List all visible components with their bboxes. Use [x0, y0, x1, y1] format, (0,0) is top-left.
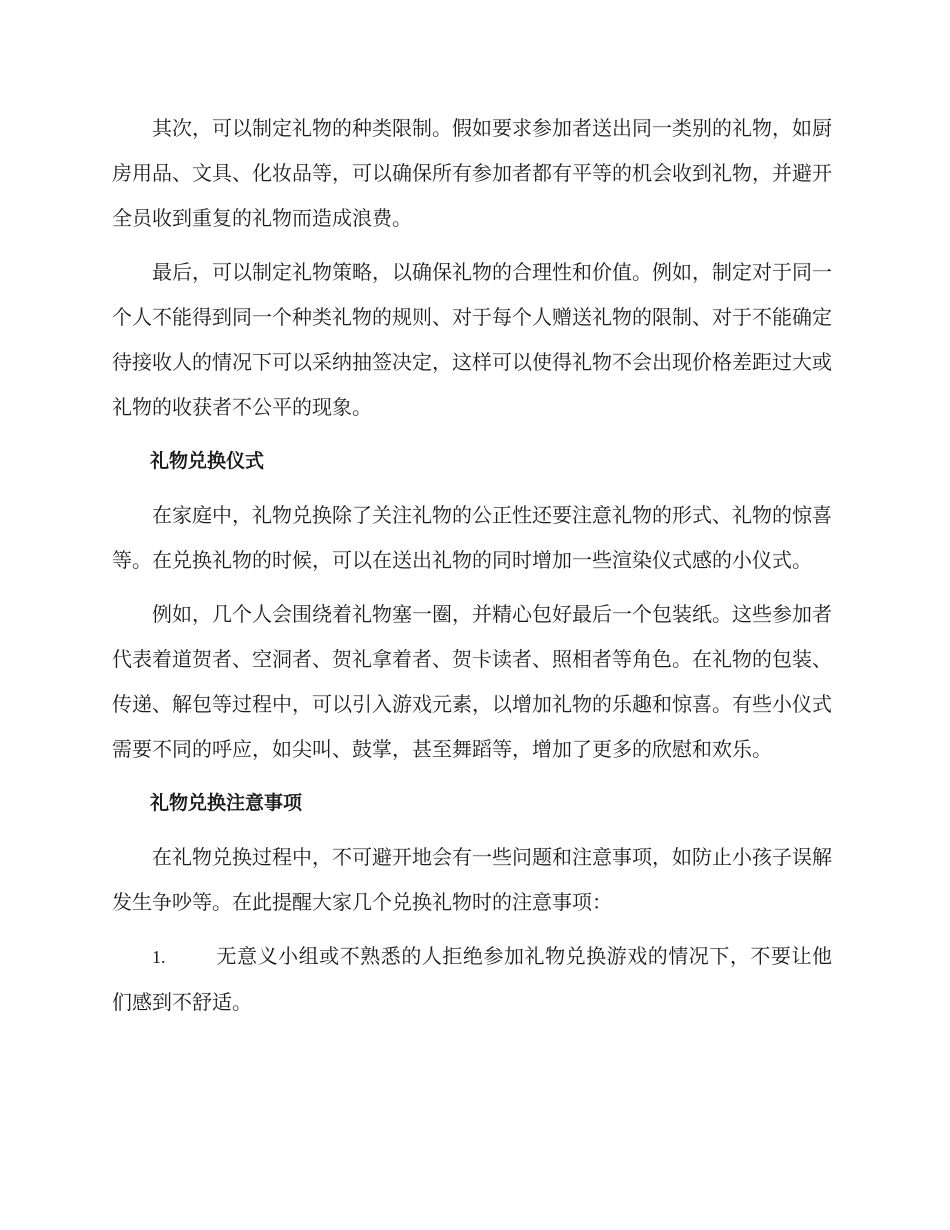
list-item-number: 1.	[152, 947, 166, 967]
paragraph-ceremony-example: 例如，几个人会围绕着礼物塞一圈，并精心包好最后一个包装纸。这些参加者代表着道贺者、空洞者、贺礼拿着者、贺卡读者、照相者等角色。在礼物的包装、传递、解包等过程中，可以引入游戏元素，以增加礼物的乐趣和惊喜。有些小仪式需要不同的呼应，如尖叫、鼓掌，甚至舞蹈等，增加了更多的欣慰和欢乐。	[112, 602, 832, 761]
section-heading-exchange-ceremony: 礼物兑换仪式	[150, 450, 265, 472]
paragraph-ceremony-intro: 在家庭中，礼物兑换除了关注礼物的公正性还要注意礼物的形式、礼物的惊喜等。在兑换礼物的时候，可以在送出礼物的同时增加一些渲染仪式感的小仪式。	[112, 503, 832, 572]
list-item	[112, 934, 832, 1025]
section-heading-exchange-notes: 礼物兑换注意事项	[150, 792, 303, 814]
list-item-text: 无意义小组或不熟悉的人拒绝参加礼物兑换游戏的情况下，不要让他们感到不舒适。	[112, 944, 832, 1014]
paragraph-notes-intro: 在礼物兑换过程中，不可避开地会有一些问题和注意事项，如防止小孩子误解发生争吵等。在此提醒大家几个兑换礼物时的注意事项：	[112, 845, 832, 914]
paragraph-gift-strategy: 最后，可以制定礼物策略，以确保礼物的合理性和价值。例如，制定对于同一个人不能得到同一个种类礼物的规则、对于每个人赠送礼物的限制、对于不能确定待接收人的情况下可以采纳抽签决定，这样可以使得礼物不会出现价格差距过大或礼物的收获者不公平的现象。	[112, 260, 832, 419]
paragraph-gift-category-limits: 其次，可以制定礼物的种类限制。假如要求参加者送出同一类别的礼物，如厨房用品、文具、化妆品等，可以确保所有参加者都有平等的机会收到礼物，并避开全员收到重复的礼物而造成浪费。	[112, 116, 832, 230]
document-page	[112, 106, 832, 1034]
